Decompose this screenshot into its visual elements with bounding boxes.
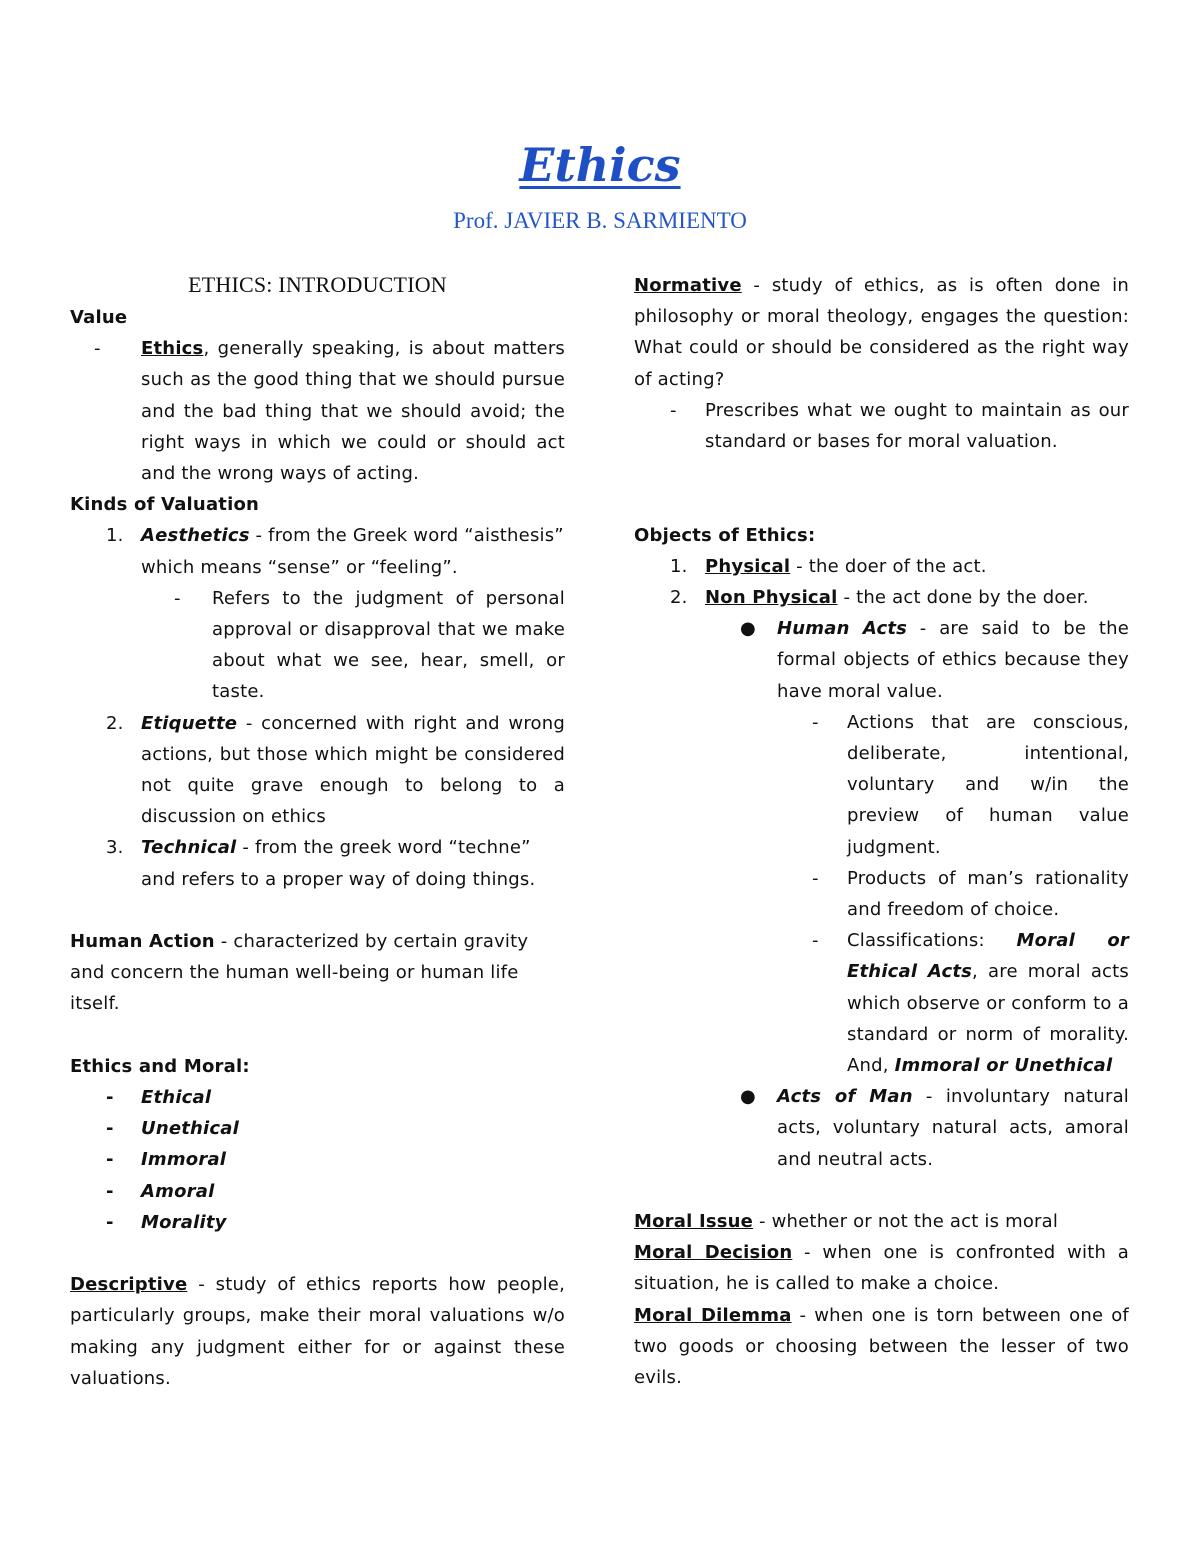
acts-of-man-term: Acts of Man (777, 1086, 913, 1108)
descriptive-paragraph (70, 1269, 565, 1394)
section-title: ETHICS: INTRODUCTION (188, 272, 447, 297)
nonphysical-term: Non Physical (705, 587, 838, 609)
acts-of-man-item (634, 1081, 1129, 1175)
class-term-moral: Moral or Ethical Acts (847, 930, 1129, 983)
objects-item-nonphysical (634, 582, 1129, 613)
human-acts-term: Human Acts (777, 618, 908, 640)
kind-item-technical (70, 832, 565, 894)
ethics-text: , generally speaking, is about matters such as the good thing that we should pursue and the bad thing that we should avoid; the right ways in which we could or should act and the wrong ways of acting. (141, 338, 565, 485)
bullet-dot: ● (740, 1086, 756, 1108)
kind-text: - from the Greek word “aisthesis” which means “sense” or “feeling”. (141, 525, 564, 578)
left-column (70, 270, 565, 1394)
moral-dilemma-paragraph: Moral Dilemma - when one is torn between one of two goods or choosing between the lesser of two evils. (634, 1304, 1129, 1389)
ethics-moral-heading: Ethics and Moral: (70, 1055, 250, 1077)
dash-bullet: - (812, 930, 819, 952)
list-number: 1. (106, 525, 124, 547)
kind-text: - concerned with right and wrong actions, but those which might be considered not quite grave enough to belong to a discussion on ethics (141, 712, 565, 828)
human-action-term: Human Action (70, 931, 215, 953)
list-number: 3. (106, 837, 124, 859)
dash-bullet: - (812, 867, 819, 889)
ethics-moral-item: - Immoral (106, 1149, 227, 1171)
bullet-dot: ● (740, 618, 756, 640)
objects-heading: Objects of Ethics: (634, 524, 816, 546)
kind-term: Aesthetics (141, 525, 250, 547)
human-action-text: - characterized by certain gravity and concern the human well-being or human life itself. (70, 931, 529, 1015)
human-acts-subitem: - Products of man’s rationality and freedom of choice. (634, 863, 1129, 925)
right-column (634, 270, 1129, 1393)
normative-paragraph (634, 270, 1129, 395)
list-number: 1. (670, 555, 688, 577)
human-acts-subitem: - Classifications: Moral or Ethical Acts, are moral acts which observe or conform to a standard or norm of morality. And, Immoral or Unethical (634, 925, 1129, 1081)
kinds-heading: Kinds of Valuation (70, 494, 260, 516)
dash-bullet: - (94, 338, 101, 360)
class-term-immoral: Immoral or Unethical (894, 1055, 1113, 1077)
kind-term: Etiquette (141, 712, 238, 734)
human-acts-item (634, 613, 1129, 707)
human-action-paragraph (70, 926, 565, 1020)
normative-subitem (634, 395, 1129, 457)
kind-text: - from the greek word “techne” and refers to a proper way of doing things. (141, 837, 536, 890)
nonphysical-text: - the act done by the doer. (837, 587, 1089, 609)
descriptive-text: - study of ethics reports how people, particularly groups, make their moral valuations w/o making any judgment either for or against these valuations. (70, 1274, 565, 1389)
ethics-moral-item: - Morality (106, 1211, 227, 1233)
moral-decision-paragraph: Moral Decision - when one is confronted with a situation, he is called to make a choice. (634, 1242, 1129, 1295)
document-author: Prof. JAVIER B. SARMIENTO (453, 208, 747, 233)
kind-sub-text: Refers to the judgment of personal approval or disapproval that we make about what we see, hear, smell, or taste. (212, 587, 565, 703)
ethics-moral-item: - Amoral (106, 1180, 215, 1202)
dash-bullet: - (812, 711, 819, 733)
normative-sub-text: Prescribes what we ought to maintain as our standard or bases for moral valuation. (705, 399, 1129, 453)
dash-bullet: - (174, 587, 181, 609)
kind-term: Technical (141, 837, 237, 859)
list-number: 2. (106, 712, 124, 734)
kind-item-etiquette (70, 708, 565, 833)
normative-text: - study of ethics, as is often done in philosophy or moral theology, engages the question: What could or should be considered as the right way of acting? (634, 275, 1129, 390)
physical-text: - the doer of the act. (790, 555, 987, 577)
human-acts-text: - are said to be the formal objects of ethics because they have moral value. (777, 618, 1129, 702)
dash-bullet: - (670, 399, 677, 421)
document-title: Ethics (519, 138, 681, 192)
list-number: 2. (670, 587, 688, 609)
kind-item-aesthetics (70, 520, 565, 582)
normative-term: Normative (634, 275, 742, 296)
human-acts-subitem: - Actions that are conscious, deliberate, intentional, voluntary and w/in the preview of human value judgment. (634, 707, 1129, 863)
ethics-moral-item: - Unethical (106, 1118, 240, 1140)
descriptive-term: Descriptive (70, 1274, 188, 1296)
ethics-definition (70, 333, 565, 489)
ethics-term: Ethics (141, 338, 204, 360)
ethics-moral-item: - Ethical (106, 1087, 212, 1109)
objects-item-physical (634, 551, 1129, 582)
kind-subitem-aesthetics (70, 583, 565, 708)
moral-issue-paragraph: Moral Issue - whether or not the act is moral (634, 1211, 1059, 1233)
acts-of-man-text: - involuntary natural acts, voluntary natural acts, amoral and neutral acts. (777, 1086, 1129, 1170)
physical-term: Physical (705, 555, 791, 577)
value-heading: Value (70, 307, 128, 328)
